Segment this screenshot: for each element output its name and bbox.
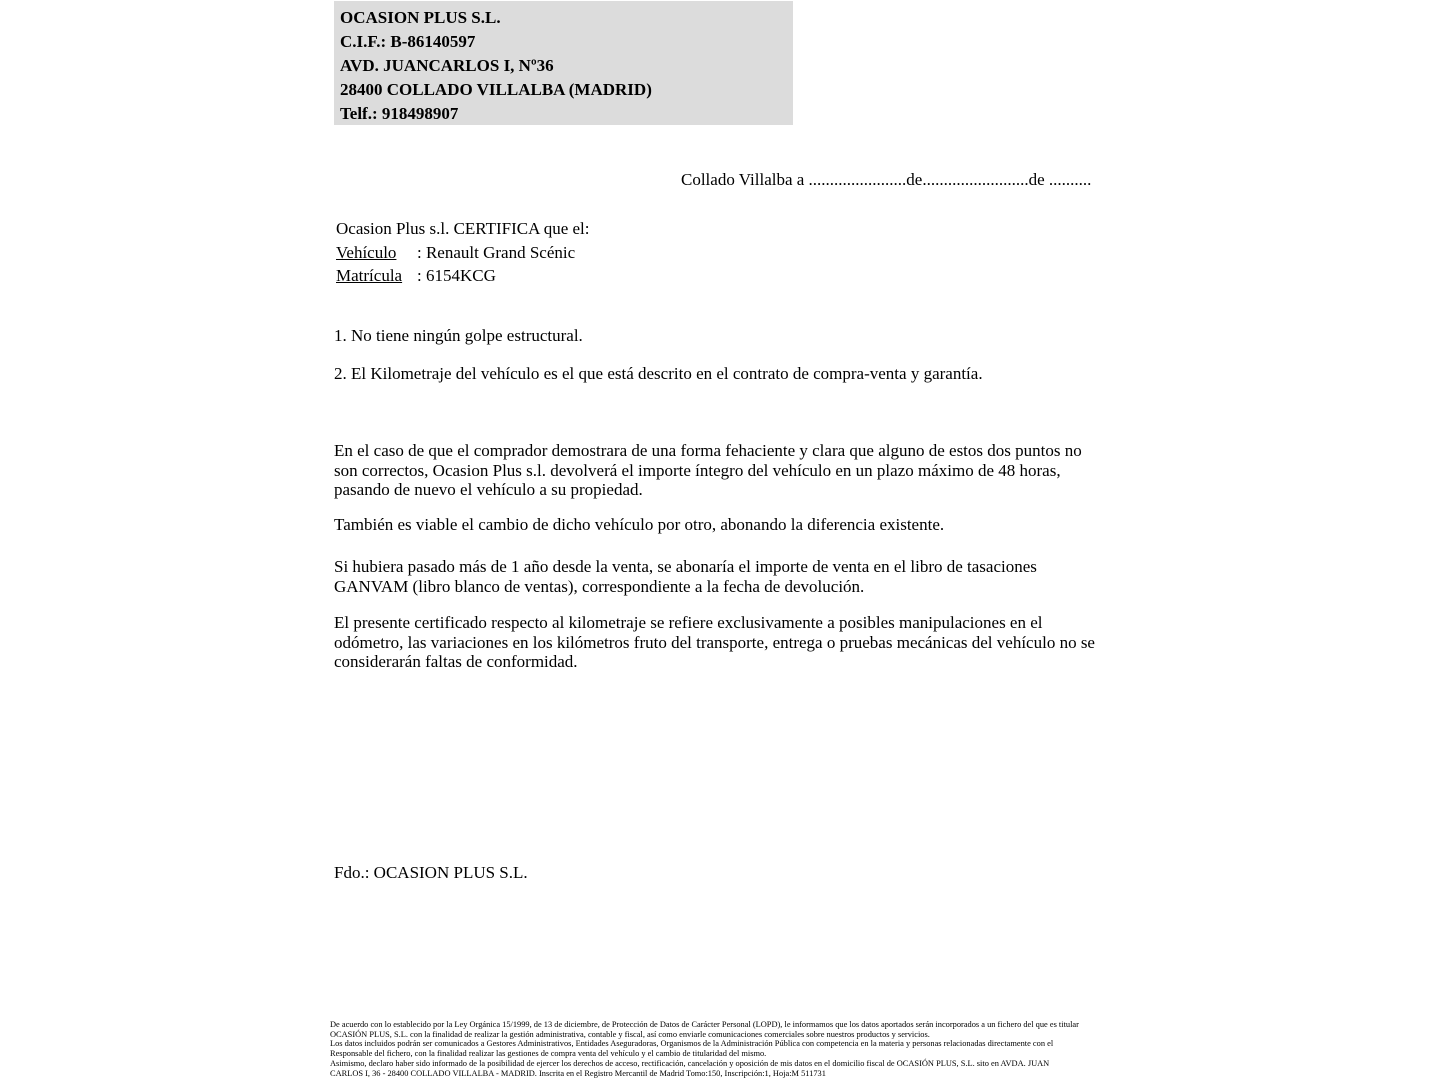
signature-line: Fdo.: OCASION PLUS S.L. bbox=[334, 863, 528, 882]
company-name: OCASION PLUS S.L. bbox=[340, 8, 501, 27]
vehicle-row bbox=[336, 241, 590, 265]
legal-footer-line: De acuerdo con lo establecido por la Ley Orgánica 15/1999, de 13 de diciembre, de Protección de Datos de Carácter Personal (LOPD), le informamos que los datos aportados serán incorporados a un fichero del que es titular bbox=[330, 1020, 1079, 1029]
plate-row bbox=[336, 264, 590, 288]
legal-footer-line: OCASIÓN PLUS, S.L. con la finalidad de realizar la gestión administrativa, contable y fiscal, así como enviarle comunicaciones comerciales sobre nuestros productos y servicios. bbox=[330, 1029, 930, 1039]
legal-footer-line: Los datos incluidos podrán ser comunicados a Gestores Administrativos, Entidades Aseguradoras, Organismos de la Administración Pública con competencia en la materia y personas relacionadas directamente con el bbox=[330, 1039, 1054, 1049]
paragraph-refund: En el caso de que el comprador demostrara de una forma fehaciente y clara que alguno de estos dos puntos no son correctos, Ocasion Plus s.l. devolverá el importe íntegro del vehículo en un plazo máximo de 48 horas, pasando de nuevo el vehículo a su propiedad. bbox=[334, 441, 1082, 500]
plate-label: Matrícula bbox=[336, 266, 403, 285]
legal-footer-line: CARLOS I, 36 - 28400 COLLADO VILLALBA - MADRID. Inscrita en el Registro Mercantil de Madrid Tomo:150, Inscripción:1, Hoja:M 511731 bbox=[330, 1068, 826, 1078]
legal-footer bbox=[330, 1020, 1120, 1078]
legal-footer-line: Asimismo, declaro haber sido informado de la posibilidad de ejercer los derechos de acceso, rectificación, cancelación y oposición de mis datos en el domicilio fiscal de OCASIÓN PLUS, S.L. sito en AVDA. JUAN bbox=[330, 1058, 1050, 1068]
paragraph-exchange: También es viable el cambio de dicho vehículo por otro, abonando la diferencia existente. bbox=[334, 515, 945, 534]
company-header-box bbox=[334, 1, 793, 125]
company-phone: Telf.: 918498907 bbox=[340, 104, 459, 123]
paragraph-odometer: El presente certificado respecto al kilometraje se refiere exclusivamente a posibles manipulaciones en el odómetro, las variaciones en los kilómetros fruto del transporte, entrega o pruebas mecánicas del vehículo no se considerarán faltas de conformidad. bbox=[334, 613, 1095, 672]
vehicle-label: Vehículo bbox=[336, 242, 397, 262]
vehicle-value: : Renault Grand Scénic bbox=[417, 242, 576, 262]
certified-point-2: 2. El Kilometraje del vehículo es el que está descrito en el contrato de compra-venta y garantía. bbox=[334, 364, 983, 383]
paragraph-ganvam: Si hubiera pasado más de 1 año desde la venta, se abonaría el importe de venta en el libro de tasaciones GANVAM (libro blanco de ventas), correspondiente a la fecha de devolución. bbox=[334, 557, 1037, 596]
company-address: AVD. JUANCARLOS I, Nº36 bbox=[340, 56, 554, 75]
certified-point-1: 1. No tiene ningún golpe estructural. bbox=[334, 326, 583, 345]
date-fill-in-line: Collado Villalba a .......................de.........................de .......... bbox=[681, 170, 1092, 189]
company-city: 28400 COLLADO VILLALBA (MADRID) bbox=[340, 80, 652, 99]
company-cif: C.I.F.: B-86140597 bbox=[340, 32, 476, 51]
certification-intro: Ocasion Plus s.l. CERTIFICA que el: bbox=[336, 219, 590, 238]
plate-value: : 6154KCG bbox=[417, 266, 496, 285]
certification-block bbox=[336, 217, 590, 288]
legal-footer-line: Responsable del fichero, con la finalidad realizar las gestiones de compra venta del vehículo y el cambio de titularidad del mismo. bbox=[330, 1049, 767, 1059]
